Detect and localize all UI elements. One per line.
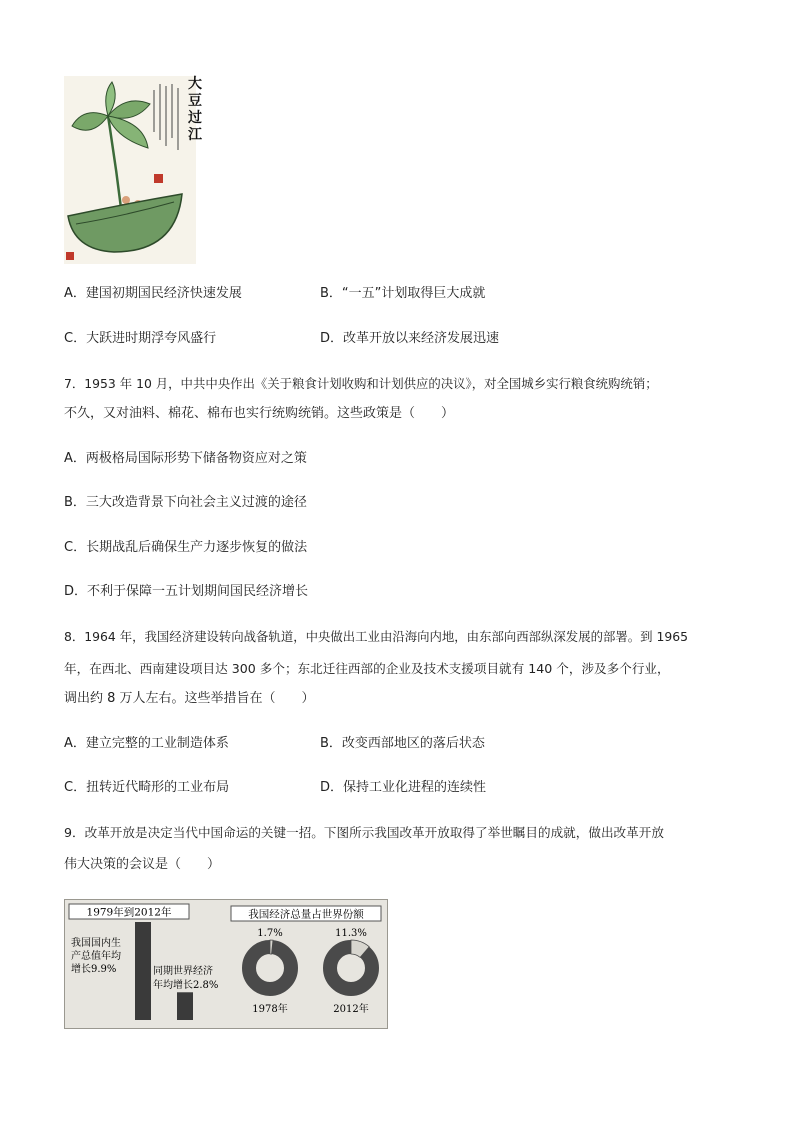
- donut-year-1978: 1978年: [252, 1004, 288, 1015]
- q6-option-b: B．“一五”计划取得巨大成就: [320, 286, 486, 301]
- donut-chart-title: 我国经济总量占世界份额: [248, 908, 364, 921]
- donut-group: [249, 940, 372, 989]
- q8-stem-line1: 8．1964 年，我国经济建设转向战备轨道，中央做出工业由沿海向内地，由东部向西部纵深发展的部署。到 1965: [64, 629, 689, 644]
- donut-value-1978: 1.7%: [257, 928, 283, 939]
- poster-title: 大豆过江: [188, 76, 202, 143]
- q9-stem-line2: 伟大决策的会议是（ ）: [64, 857, 221, 872]
- donut-value-2012: 11.3%: [335, 928, 367, 939]
- soybean-poster-image: [64, 76, 196, 264]
- bar-label-world-line1: 同期世界经济: [153, 966, 213, 977]
- bar-label-china-line2: 产总值年均: [71, 951, 121, 962]
- bar-chart-title: 1979年到2012年: [86, 906, 172, 919]
- bar-china-gdp-growth: [135, 922, 151, 1020]
- bar-world-growth: [177, 992, 193, 1020]
- gdp-growth-chart: [64, 899, 388, 1029]
- q7-option-c: C．长期战乱后确保生产力逐步恢复的做法: [64, 540, 308, 555]
- q7-option-a: A．两极格局国际形势下储备物资应对之策: [64, 451, 307, 466]
- q7-stem-line1: 7．1953 年 10 月，中共中央作出《关于粮食计划收购和计划供应的决议》，对全国城乡实行粮食统购统销；: [64, 376, 658, 391]
- q8-option-b: B．改变西部地区的落后状态: [320, 736, 485, 751]
- q7-stem-line2: 不久，又对油料、棉花、棉布也实行统购统销。这些政策是（ ）: [64, 406, 455, 421]
- q7-option-b: B．三大改造背景下向社会主义过渡的途径: [64, 495, 307, 510]
- bar-label-china-line1: 我国国内生: [71, 938, 121, 949]
- q6-option-c: C．大跃进时期浮夸风盛行: [64, 331, 217, 346]
- bar-label-world-line2: 年均增长2.8%: [153, 980, 219, 991]
- soybean-boat-illustration: [64, 76, 196, 264]
- bar-label-china-line3: 增长9.9%: [71, 964, 117, 975]
- q8-stem-line3: 调出约 8 万人左右。这些举措旨在（ ）: [64, 691, 315, 706]
- q6-option-a: A．建国初期国民经济快速发展: [64, 286, 242, 301]
- q6-option-d: D．改革开放以来经济发展迅速: [320, 331, 500, 346]
- q7-option-d: D．不利于保障一五计划期间国民经济增长: [64, 584, 309, 599]
- chart-svg: [65, 900, 387, 1028]
- donut-year-2012: 2012年: [333, 1004, 369, 1015]
- q8-option-d: D．保持工业化进程的连续性: [320, 780, 487, 795]
- q8-stem-line2: 年，在西北、西南建设项目达 300 多个；东北迁往西部的企业及技术支援项目就有 140 个，涉及多个行业，: [64, 661, 670, 676]
- q9-stem-line1: 9．改革开放是决定当代中国命运的关键一招。下图所示我国改革开放取得了举世瞩目的成就，做出改革开放: [64, 825, 664, 840]
- q8-option-c: C．扭转近代畸形的工业布局: [64, 780, 230, 795]
- q8-option-a: A．建立完整的工业制造体系: [64, 736, 229, 751]
